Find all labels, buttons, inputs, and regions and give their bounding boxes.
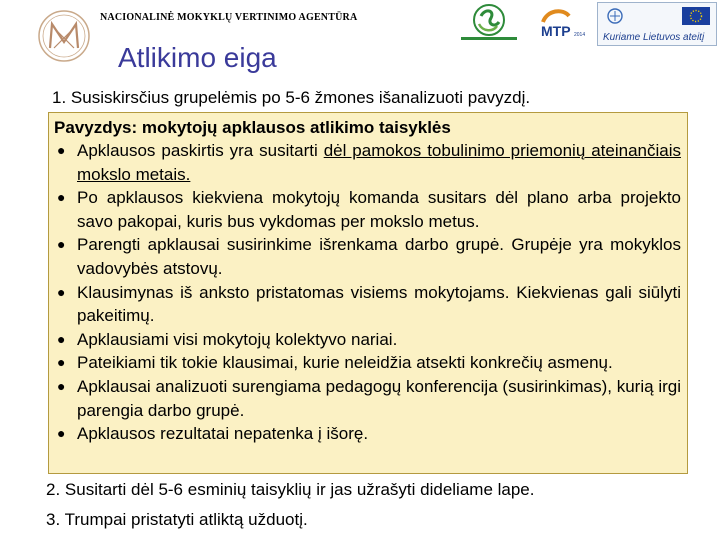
bullet-icon: ● bbox=[57, 330, 66, 347]
rule-item bbox=[53, 233, 683, 280]
partner-logo bbox=[455, 2, 523, 44]
rule-item bbox=[53, 375, 683, 422]
rule-item bbox=[53, 139, 683, 186]
rule-text: Apklausos paskirtis yra susitarti bbox=[77, 141, 324, 160]
example-box bbox=[48, 112, 688, 474]
bullet-icon: ● bbox=[57, 377, 66, 394]
bullet-icon: ● bbox=[57, 354, 66, 371]
rule-text: Apklausai analizuoti surengiama pedagogų konferencija (susirinkimas), kurią irgi parengia darbo grupė. bbox=[77, 376, 681, 420]
rule-text: Po apklausos kiekviena mokytojų komanda susitars dėl plano arba projekto savo pakopai, kuris bus vykdomas per mokslo metus. bbox=[77, 188, 681, 231]
lithuania-emblem-icon bbox=[604, 7, 626, 25]
slide-title: Atlikimo eiga bbox=[118, 42, 277, 73]
step-2-text: 2. Susitarti dėl 5-6 esminių taisyklių ir jas užrašyti dideliame lape. bbox=[46, 480, 535, 499]
bullet-icon: ● bbox=[57, 189, 66, 206]
step-1-text: 1. Susiskirsčius grupelėmis po 5-6 žmones išanalizuoti pavyzdį. bbox=[52, 88, 531, 107]
bullet-icon: ● bbox=[57, 283, 66, 300]
mtp-logo bbox=[537, 4, 587, 44]
rule-item bbox=[53, 422, 683, 446]
rule-item bbox=[53, 328, 683, 352]
bullet-icon: ● bbox=[57, 236, 66, 253]
example-title: Pavyzdys: mokytojų apklausos atlikimo taisyklės bbox=[54, 118, 451, 137]
svg-text:2014: 2014 bbox=[574, 32, 586, 38]
eu-flag-icon bbox=[682, 7, 710, 25]
step-3-text: 3. Trumpai pristatyti atliktą užduotį. bbox=[46, 510, 308, 529]
rule-text: Klausimynas iš anksto pristatomas visiems mokytojams. Kiekvienas gali siūlyti pakeitimų. bbox=[77, 282, 681, 326]
rule-item bbox=[53, 186, 683, 233]
header bbox=[0, 0, 720, 58]
rule-text: Pateikiami tik tokie klausimai, kurie neleidžia atsekti konkrečių asmenų. bbox=[77, 353, 613, 373]
svg-text:MTP: MTP bbox=[541, 23, 571, 39]
rule-text: Parengti apklausai susirinkime išrenkama darbo grupė. Grupėje yra mokyklos vadovybės atstovų. bbox=[77, 235, 681, 278]
eu-logo-caption: Kuriame Lietuvos ateitį bbox=[603, 32, 705, 43]
rule-item bbox=[53, 281, 683, 328]
agency-name: NACIONALINĖ MOKYKLŲ VERTINIMO AGENTŪRA bbox=[100, 12, 358, 23]
bullet-icon: ● bbox=[57, 142, 66, 158]
rule-item bbox=[53, 351, 683, 375]
rules-list bbox=[53, 139, 683, 446]
rule-text: Apklausiami visi mokytojų kolektyvo nariai. bbox=[77, 329, 398, 349]
eu-funding-logo bbox=[597, 2, 717, 46]
rule-underlined-text: dėl pamokos tobulinimo priemonių ateinančiais mokslo metais. bbox=[77, 141, 681, 184]
bullet-icon: ● bbox=[57, 425, 66, 442]
agency-logo bbox=[36, 8, 92, 64]
rule-text: Apklausos rezultatai nepatenka į išorę. bbox=[77, 424, 369, 444]
